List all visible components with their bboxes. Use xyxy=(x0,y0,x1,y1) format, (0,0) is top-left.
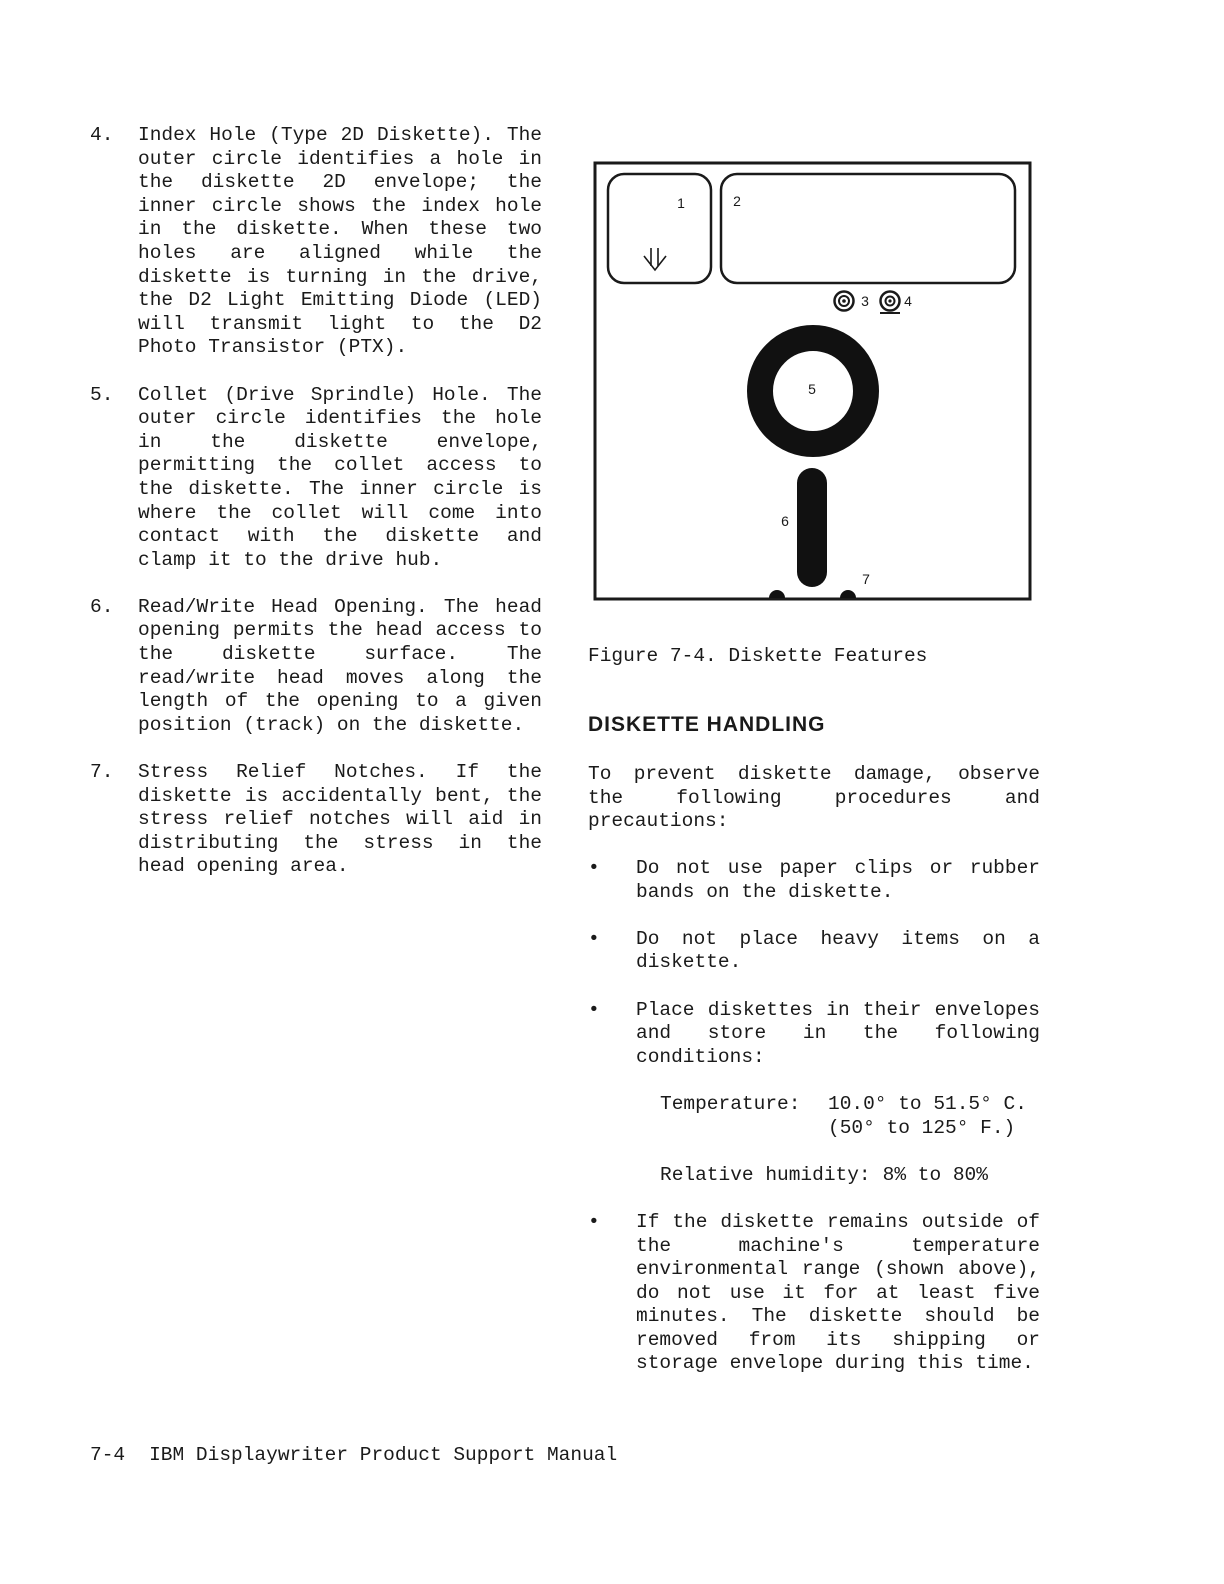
bullet-symbol: • xyxy=(588,857,600,879)
diagram-label-3: 3 xyxy=(861,293,869,309)
label-area-large xyxy=(721,174,1015,283)
humidity-row xyxy=(660,1164,1040,1188)
item-text: Collet (Drive Sprindle) Hole. The outer circle identifies the hole in the diskette envelope, permitting the collet access to the diskette. The inner circle is where the collet will come into contact with the diskette and clamp it to the drive hub. xyxy=(138,383,542,571)
head-opening-slot xyxy=(797,468,827,587)
bullet-symbol: • xyxy=(588,1210,600,1233)
item-text: Read/Write Head Opening. The head opening permits the head access to the diskette surface. The read/write head moves along the length of the opening to a given position (track) on the diskette. xyxy=(138,595,542,736)
diagram-label-2: 2 xyxy=(733,193,741,209)
diagram-label-1: 1 xyxy=(677,195,685,211)
bullet-item xyxy=(588,1211,1040,1376)
bullet-text: Place diskettes in their envelopes and store in the following conditions: xyxy=(636,998,1040,1068)
item-text: Index Hole (Type 2D Diskette). The outer circle identifies a hole in the diskette 2D envelope; the inner circle shows the index hole in the diskette. When these two holes are aligned while the diskette is turning in the drive, the D2 Light Emitting Diode (LED) will transmit light to the D2 Photo Transistor (PTX). xyxy=(138,124,542,359)
item-number: 4. xyxy=(90,124,114,146)
humidity-label: Relative humidity: xyxy=(660,1163,871,1186)
label-area-small xyxy=(608,174,711,283)
bullet-symbol: • xyxy=(588,998,600,1021)
item-number: 6. xyxy=(90,595,114,618)
page-number: 7-4 xyxy=(90,1444,126,1466)
left-column xyxy=(90,124,542,903)
sensor-hole-icon xyxy=(880,292,900,314)
section-heading: DISKETTE HANDLING xyxy=(588,713,826,736)
manual-title: IBM Displaywriter Product Support Manual xyxy=(149,1444,618,1466)
diskette-diagram xyxy=(588,160,1036,606)
feature-item-collet-hole xyxy=(90,384,542,573)
handling-bullet-list xyxy=(588,857,1040,1400)
feature-item-index-hole xyxy=(90,124,542,360)
temperature-celsius: 10.0° to 51.5° C. xyxy=(828,1092,1027,1115)
page-footer xyxy=(90,1444,617,1466)
bullet-symbol: • xyxy=(588,927,600,950)
temperature-label: Temperature: xyxy=(660,1092,801,1115)
figure-caption: Figure 7-4. Diskette Features xyxy=(588,645,928,667)
intro-paragraph: To prevent diskette damage, observe the following procedures and precautions: xyxy=(588,763,1040,833)
stress-notch-left xyxy=(769,590,785,598)
bullet-item xyxy=(588,928,1040,975)
stress-notch-right xyxy=(840,590,856,598)
temperature-row-f xyxy=(660,1117,1040,1141)
storage-conditions xyxy=(588,1093,1040,1187)
diagram-label-5: 5 xyxy=(808,381,816,397)
humidity-value: 8% to 80% xyxy=(882,1163,988,1186)
bullet-text: Do not use paper clips or rubber bands on the diskette. xyxy=(636,857,1040,903)
bullet-item xyxy=(588,857,1040,904)
diagram-label-6: 6 xyxy=(781,513,789,529)
diagram-label-7: 7 xyxy=(862,571,870,587)
bullet-item xyxy=(588,999,1040,1070)
feature-item-stress-notches xyxy=(90,761,542,879)
item-number: 7. xyxy=(90,761,114,784)
diagram-label-4: 4 xyxy=(904,293,912,309)
write-protect-arrow-icon xyxy=(644,248,666,270)
bullet-text: Do not place heavy items on a diskette. xyxy=(636,927,1040,974)
temperature-fahrenheit: (50° to 125° F.) xyxy=(828,1116,1016,1139)
bullet-text: If the diskette remains outside of the machine's temperature environmental range (shown above), do not use it for at least five minutes. The diskette should be removed from its shipping or storage envelope during this time. xyxy=(636,1210,1040,1375)
item-number: 5. xyxy=(90,383,114,406)
index-hole-icon xyxy=(835,292,854,311)
feature-item-head-opening xyxy=(90,596,542,738)
item-text: Stress Relief Notches. If the diskette is accidentally bent, the stress relief notches will aid in distributing the stress in the head opening area. xyxy=(138,761,542,878)
temperature-row xyxy=(660,1093,1040,1117)
